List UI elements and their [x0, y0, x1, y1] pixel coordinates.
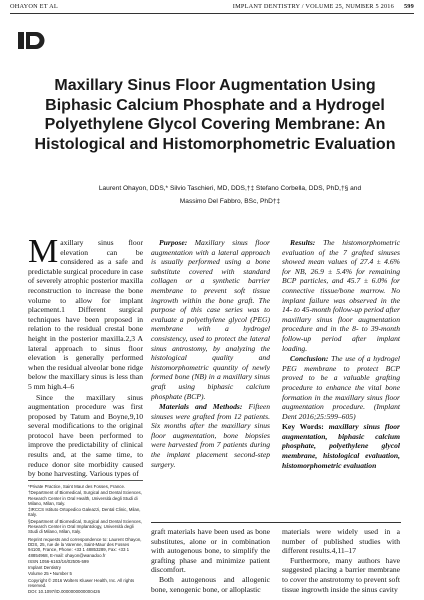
footnotes — [28, 480, 143, 596]
drop-cap: M — [28, 233, 59, 270]
abstract-conclusion-text: The use of a hydrogel PEG membrane to protect BCP proved to be a valuable grafting procedure to enhance the vital bone formation in the maxillary sinus floor augmentation procedure. (Implant Dent 2016;25:599–605) — [282, 354, 400, 421]
author-list — [85, 183, 375, 208]
running-header-author: OHAYON ET AL — [10, 3, 58, 10]
running-header-journal: IMPLANT DENTISTRY / VOLUME 25, NUMBER 5 2016 — [232, 3, 394, 10]
footnote-affiliation-2: †Department of Biomedical, Surgical and Dental Sciences, Research Center in Oral Health, Università degli Studi di Milano, Milan, Italy. — [28, 490, 142, 506]
body-paragraph-b1: graft materials have been used as bone substitutes, alone or in combination with autogenous bone, to simplify the grafting phase and minimize patient discomfort. — [151, 527, 270, 575]
header-rule — [10, 13, 414, 14]
correspondence-note: Reprint requests and correspondence to: Laurent Ohayon, DDS, 25, rue de la Varenne, Saint-Maur des Fosses 94100, France, Phone: +33 1 48853289, Fax: +33 1 48854968, E-mail: ohayon@wanadoo.fr — [28, 536, 142, 558]
footnote-affiliation-3: ‡IRCCS Istituto Ortopedico Galeazzi, Dental Clinic, Milan, Italy. — [28, 507, 141, 518]
footnote-journal: Implant Dentistry — [28, 565, 61, 571]
footnote-affiliation-1: *Private Practice, Saint Maur des Fosses, France. — [28, 484, 126, 489]
issn-line: ISSN 1056-6163/16/02505-599 — [28, 558, 89, 564]
body-column-3 — [282, 527, 400, 594]
intro-paragraph-1-text: axillary sinus floor elevation can be considered as a safe and predictable surgical procedure in case of severely atrophic posterior maxilla reconstruction to increase the bone volume to allow for implant placement.1 Different surgical techniques have been proposed in relation to the residual crestal bone height in the posterior maxilla.2,3 A lateral approach to sinus floor elevation is generally performed when the residual alveolar bone ridge below the maxillary sinus is less than 5 mm high.4–6 — [28, 238, 143, 391]
abstract-methods — [151, 402, 270, 469]
author-line-2: Massimo Del Fabbro, BSc, PhD†‡ — [179, 197, 281, 205]
abstract-column-2 — [282, 238, 400, 471]
footnote-affiliation-4: §Department of Biomedical, Surgical and Dental Sciences, Research Center in Oral Implantology, Università degli Studi di Milano, Milan, Italy. — [28, 518, 142, 535]
article-title: Maxillary Sinus Floor Augmentation Using Biphasic Calcium Phosphate and a Hydrogel Polyethylene Glycol Covering Membrane: An Histological and Histomorphometric Evaluation — [34, 77, 396, 153]
abstract-results — [282, 238, 400, 353]
journal-logo-icon — [18, 32, 48, 49]
abstract-purpose-label: Purpose: — [159, 238, 188, 247]
abstract-conclusion — [282, 354, 400, 421]
abstract-purpose — [151, 238, 270, 401]
abstract-conclusion-label: Conclusion: — [290, 354, 329, 364]
body-column-2 — [151, 527, 270, 594]
introduction-column — [28, 233, 143, 480]
doi-line: DOI: 10.1097/ID.0000000000000426 — [28, 589, 101, 595]
body-paragraph-c2: Furthermore, many authors have suggested placing a barrier membrane to cover the anstrotomy to prevent soft tissue ingrowth inside the sinus cavity — [282, 555, 400, 594]
footnote-volume: Volume 25 • Number 5 — [28, 571, 73, 577]
keywords — [282, 422, 400, 470]
intro-paragraph-2: Since the maxillary sinus augmentation procedure was first proposed by Tatum and Boyne,9,10 several modifications to the original protocol have been performed to improve the predictability of clinical results and, at the same time, to reduce donor site morbidity caused by bone harvesting. Various types of — [28, 392, 143, 479]
author-line-1: Laurent Ohayon, DDS,* Silvio Taschieri, MD, DDS,†‡ Stefano Corbella, DDS, PhD,†§ and — [98, 185, 362, 192]
body-paragraph-c1: materials were widely used in a number of published studies with different results.4,11–17 — [282, 527, 400, 556]
abstract-column-1 — [151, 238, 270, 470]
abstract-methods-text: Fifteen sinuses were grafted from 12 patients. Six months after the maxillary sinus floor augmentation, bone biopsies were harvested from 7 patients during the implant placement second-step surgery. — [151, 402, 270, 469]
abstract-results-label: Results: — [290, 238, 316, 247]
abstract-methods-label: Materials and Methods: — [159, 402, 243, 412]
abstract-results-text: The histomorphometric evaluation of the 7 grafted sinuses showed mean values of 27.4 ± 4.6% for NB, 26.9 ± 5.4% for remaining BCP particles, and 45.7 ± 6.0% for connective tissue/bone marrow. No implant failure was observed in the 14- to 45-month follow-up period after maxillary sinus floor augmentation procedure and in the 8- to 39-month follow-up period after implant loading. — [282, 238, 400, 353]
intro-paragraph-1 — [28, 233, 143, 392]
abstract-divider — [151, 522, 401, 523]
body-paragraph-b2: Both autogenous and allogenic bone, xenogenic bone, or alloplastic — [151, 574, 270, 594]
keywords-label: Key Words: — [282, 422, 324, 432]
abstract-purpose-text: Maxillary sinus floor augmentation with a lateral approach is usually performed using a bone substitute covered with standard collagen or a synthetic barrier membrane to prevent soft tissue ingrowth within the bone graft. The purpose of this case series was to evaluate a polyethylene glycol (PEG) membrane with a hydrogel consistency, used to protect the lateral sinus antrostomy, by analyzing the histological quality and histomorphometric quantity of newly formed bone (NB) in a maxillary sinus graft using biphasic calcium phosphate (BCP). — [151, 238, 270, 401]
keywords-text: maxillary sinus floor augmentation, biphasic calcium phosphate, polyethylene glycol membrane, histological evaluation, histomorphometric evaluation — [282, 422, 401, 470]
copyright-line: Copyright © 2016 Wolters Kluwer Health, Inc. All rights reserved. — [28, 577, 135, 589]
page-number: 599 — [403, 3, 414, 10]
